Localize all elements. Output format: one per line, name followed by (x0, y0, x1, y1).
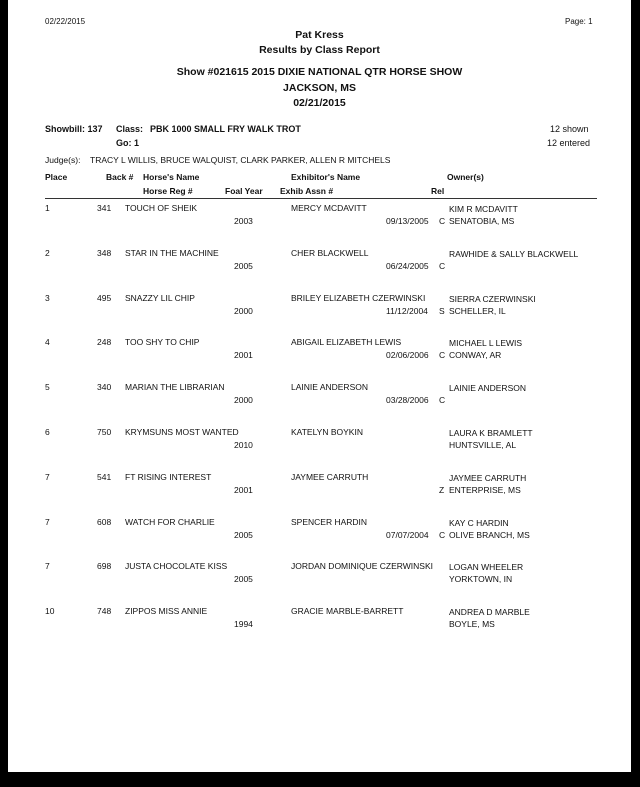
row-owner-location: BOYLE, MS (449, 619, 495, 630)
row-exhibitor-name: SPENCER HARDIN (291, 516, 368, 527)
row-exhibitor-date: 11/12/2004 (386, 305, 428, 316)
show-location: JACKSON, MS (283, 82, 356, 94)
row-horse-name: KRYMSUNS MOST WANTED (125, 427, 239, 437)
row-back-number: 248 (97, 337, 112, 348)
row-exhibitor-name: LAINIE ANDERSON (291, 382, 368, 393)
col-horse-reg: Horse Reg # (143, 186, 193, 196)
row-exhibitor-name: CHER BLACKWELL (291, 247, 369, 258)
row-owner-location: OLIVE BRANCH, MS (449, 529, 530, 540)
header-divider (45, 198, 597, 199)
class-label: Class: (116, 124, 144, 134)
shown-count: 12 shown (550, 124, 589, 134)
page-number: Page: 1 (565, 17, 593, 26)
row-exhibitor-date: 06/24/2005 (386, 260, 429, 271)
report-title: Results by Class Report (259, 44, 380, 56)
col-place: Place (45, 172, 68, 182)
row-back-number: 698 (97, 561, 112, 572)
row-horse-name: SNAZZY LIL CHIP (125, 292, 195, 303)
row-place: 3 (45, 292, 50, 303)
row-exhibitor-date: 09/13/2005 (386, 216, 429, 226)
row-exhibitor-name: GRACIE MARBLE-BARRETT (291, 606, 404, 617)
row-place: 7 (45, 561, 50, 572)
row-owner-location: YORKTOWN, IN (449, 574, 513, 585)
row-foal-year: 2001 (234, 484, 253, 495)
report-owner-name: Pat Kress (295, 29, 344, 41)
row-horse-name: ZIPPOS MISS ANNIE (125, 606, 208, 617)
judges-list: TRACY L WILLIS, BRUCE WALQUIST, CLARK PARKER, ALLEN R MITCHELS (90, 155, 391, 165)
row-exhibitor-name: BRILEY ELIZABETH CZERWINSKI (291, 292, 426, 303)
row-exhibitor-name: ABIGAIL ELIZABETH LEWIS (291, 337, 402, 348)
show-name: Show #021615 2015 DIXIE NATIONAL QTR HORSE SHOW (176, 66, 463, 78)
row-owner-location: SCHELLER, IL (449, 305, 506, 316)
row-foal-year: 2005 (234, 529, 253, 540)
row-rel: C (439, 395, 446, 406)
row-owner-name: MICHAEL L LEWIS (449, 338, 523, 349)
row-horse-name: MARIAN THE LIBRARIAN (125, 382, 225, 393)
row-place: 6 (45, 427, 50, 437)
row-foal-year: 2010 (234, 440, 253, 450)
col-owners: Owner(s) (447, 172, 484, 182)
row-rel: C (439, 260, 446, 271)
col-horse-name: Horse's Name (143, 172, 200, 182)
row-exhibitor-name: JORDAN DOMINIQUE CZERWINSKI (291, 561, 433, 572)
row-back-number: 608 (97, 516, 112, 527)
report-page (8, 0, 631, 772)
row-back-number: 750 (97, 427, 112, 437)
row-foal-year: 2001 (234, 350, 253, 361)
row-horse-name: TOUCH OF SHEIK (125, 203, 198, 213)
row-back-number: 341 (97, 203, 112, 213)
row-owner-location: SENATOBIA, MS (449, 216, 515, 226)
print-date: 02/22/2015 (45, 17, 86, 26)
row-horse-name: FT RISING INTEREST (125, 471, 212, 482)
row-exhibitor-name: JAYMEE CARRUTH (291, 471, 369, 482)
row-back-number: 541 (97, 471, 112, 482)
class-name: PBK 1000 SMALL FRY WALK TROT (150, 124, 301, 134)
col-exhibitor-name: Exhibitor's Name (291, 172, 361, 182)
row-owner-location: HUNTSVILLE, AL (449, 440, 517, 450)
row-foal-year: 2003 (234, 216, 253, 226)
showbill-number: Showbill: 137 (45, 124, 103, 134)
row-exhibitor-date: 07/07/2004 (386, 529, 429, 540)
row-owner-location: CONWAY, AR (449, 350, 502, 361)
row-exhibitor-name: MERCY MCDAVITT (291, 203, 367, 213)
judges-label: Judge(s): (45, 155, 81, 165)
row-owner-name: RAWHIDE & SALLY BLACKWELL (449, 248, 579, 259)
row-back-number: 495 (97, 292, 112, 303)
show-date: 02/21/2015 (293, 97, 346, 109)
row-rel: C (439, 529, 446, 540)
row-foal-year: 1994 (234, 619, 253, 630)
col-rel: Rel (431, 186, 445, 196)
row-owner-location: ENTERPRISE, MS (449, 484, 521, 495)
row-rel: C (439, 350, 446, 361)
row-rel: S (439, 305, 445, 316)
row-place: 7 (45, 516, 50, 527)
entered-count: 12 entered (547, 138, 591, 148)
row-rel: C (439, 216, 446, 226)
row-owner-name: SIERRA CZERWINSKI (449, 293, 536, 304)
row-exhibitor-name: KATELYN BOYKIN (291, 427, 363, 437)
row-owner-name: LAURA K BRAMLETT (449, 428, 533, 438)
row-owner-name: ANDREA D MARBLE (449, 607, 530, 618)
row-owner-name: LOGAN WHEELER (449, 562, 524, 573)
row-foal-year: 2005 (234, 574, 253, 585)
row-owner-name: KIM R MCDAVITT (449, 204, 518, 214)
row-back-number: 340 (97, 382, 112, 393)
row-place: 4 (45, 337, 50, 348)
row-foal-year: 2005 (234, 260, 253, 271)
row-owner-name: LAINIE ANDERSON (449, 383, 526, 394)
row-horse-name: JUSTA CHOCOLATE KISS (125, 561, 228, 572)
row-horse-name: TOO SHY TO CHIP (125, 337, 200, 348)
row-place: 10 (45, 606, 55, 617)
row-owner-name: KAY C HARDIN (449, 517, 509, 528)
row-foal-year: 2000 (234, 395, 253, 406)
row-exhibitor-date: 03/28/2006 (386, 395, 429, 406)
col-foal-year: Foal Year (225, 186, 263, 196)
row-rel: Z (439, 484, 445, 495)
go-number: Go: 1 (116, 138, 140, 148)
row-horse-name: STAR IN THE MACHINE (125, 247, 219, 258)
col-back: Back # (106, 172, 134, 182)
row-exhibitor-date: 02/06/2006 (386, 350, 429, 361)
row-back-number: 348 (97, 247, 112, 258)
row-place: 1 (45, 203, 50, 213)
row-place: 7 (45, 471, 50, 482)
col-exhib-assn: Exhib Assn # (280, 186, 334, 196)
row-horse-name: WATCH FOR CHARLIE (125, 516, 215, 527)
row-foal-year: 2000 (234, 305, 253, 316)
row-place: 2 (45, 247, 50, 258)
row-place: 5 (45, 382, 50, 393)
row-owner-name: JAYMEE CARRUTH (449, 472, 527, 483)
row-back-number: 748 (97, 606, 112, 617)
